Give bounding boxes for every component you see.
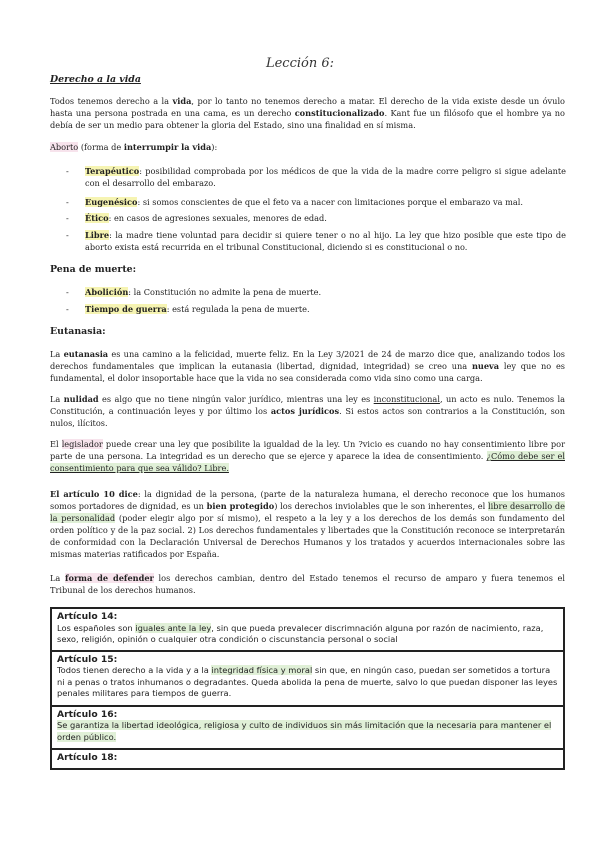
articles-table bbox=[50, 607, 565, 770]
text-run: Eugenésico bbox=[85, 197, 138, 207]
article-body bbox=[57, 720, 551, 742]
text-run: El artículo 10 dice bbox=[50, 489, 138, 499]
text-run: : está regulada la pena de muerte. bbox=[166, 304, 310, 314]
text-run: El bbox=[50, 439, 62, 449]
text-run: nueva bbox=[471, 361, 500, 371]
text-run: : si somos conscientes de que el feto va a nacer con limitaciones porque el embarazo va mal. bbox=[137, 197, 523, 207]
text-run: Ético bbox=[85, 213, 109, 223]
text-run: Todos tenemos derecho a la bbox=[50, 96, 173, 106]
text-run: . Si estos actos son contrarios a la Constitución, son nulos, ilícitos. bbox=[50, 406, 565, 428]
text-run: iguales ante la ley bbox=[135, 622, 212, 633]
article-title: Artículo 15: bbox=[57, 653, 118, 665]
text-run: constitucionalizado bbox=[294, 108, 385, 118]
paragraph-derecho-vida bbox=[50, 95, 565, 131]
section-heading-eutanasia: Eutanasia: bbox=[50, 326, 106, 337]
text-run: es algo que no tiene ningún valor jurídico, mientras una ley es bbox=[98, 394, 374, 404]
paragraph-legislador bbox=[50, 438, 565, 474]
list-item-libre: - Libre: la madre tiene voluntad para decidir si quiere tener o no al hijo. La ley que hizo posible que este tipo de aborto exista está recurrida en el tribunal Constitucional, diciendo si es constitucional o no. bbox=[66, 230, 566, 252]
text-run: : la dignidad de la persona, (parte de la naturaleza humana, el derecho reconoce que los humanos somos portadores de dignidad, es un bbox=[50, 489, 565, 511]
article-row bbox=[51, 651, 564, 706]
list-item-terapeutico: - Terapéutico: posibilidad comprobada por los médicos de que la vida de la madre corre peligro si sigue adelante con el desarrollo del embarazo. bbox=[66, 166, 566, 188]
text-run: : la Constitución no admite la pena de muerte. bbox=[128, 287, 322, 297]
lesson-title: Lección 6: bbox=[265, 56, 335, 71]
paragraph-forma-defender bbox=[50, 572, 565, 596]
paragraph-nulidad bbox=[50, 393, 565, 429]
text-run: eutanasia bbox=[63, 349, 109, 359]
text-run: Se garantiza la libertad ideológica, religiosa y culto de individuos sin más limitación que la necesaria para mantener el orden público. bbox=[57, 720, 552, 742]
text-run: La bbox=[50, 349, 64, 359]
text-run: puede crear una ley que posibilite la igualdad de la ley. Un ?vicio es cuando no hay consentimiento libre por parte de una persona. La integridad es un derecho que se ejerce y aparece la idea de consentimiento. bbox=[50, 439, 565, 461]
text-run: sin que, en ningún caso, puedan ser sometidos a tortura ni a penas o tratos inhumanos o degradantes. Queda abolida la pena de muerte, salvo lo que puedan disponer las leyes penales militares para tiempos de guerra. bbox=[57, 665, 558, 698]
text-run: Los españoles son bbox=[57, 622, 136, 633]
text-run: es una camino a la felicidad, muerte feliz. En la Ley 3/2021 de 24 de marzo dice que, analizando todos los derechos fundamentales que implican la eutanasia (libertad, dignidad, integridad) se creo una bbox=[50, 349, 565, 371]
text-run: actos jurídicos bbox=[270, 406, 340, 416]
article-title: Artículo 16: bbox=[57, 708, 118, 720]
text-run: ): bbox=[211, 142, 218, 152]
text-run: inconstitucional bbox=[373, 394, 440, 404]
text-run: nulidad bbox=[63, 394, 99, 404]
article-row bbox=[51, 749, 564, 769]
text-run: integridad física y moral bbox=[211, 665, 313, 675]
paragraph-articulo-10 bbox=[50, 488, 565, 560]
text-run: (poder elegir algo por sí mismo), el respeto a la ley y a los derechos de los demás son fundamento del orden político y de la paz social. 2) Los derechos fundamentales y libertades que la Constitución reconoce se interpretarán de conformidad con la Declaración Universal de Derechos Humanos y los tratados y acuerdos internacionales sobre las mismas materias ratificados por España. bbox=[50, 513, 565, 559]
text-run: interrumpir la vida bbox=[123, 142, 212, 152]
text-run: , un acto es nulo. Tenemos la Constitución, a continuación leyes y por último los bbox=[50, 394, 565, 416]
text-run: ley que no es fundamental, el dolor insoportable hace que la vida no sea considerada como vida sino como una carga. bbox=[50, 361, 566, 383]
text-run: , por lo tanto no tenemos derecho a matar. El derecho de la vida existe desde un óvulo hasta una persona postrada en una cama, es un derecho bbox=[50, 96, 565, 118]
text-run: ¿Cómo debe ser el consentimiento para que sea válido? Libre. bbox=[50, 451, 565, 473]
text-run: : posibilidad comprobada por los médicos de que la vida de la madre corre peligro si sigue adelante con el desarrollo del embarazo. bbox=[85, 166, 566, 188]
text-run: La bbox=[50, 394, 64, 404]
list-item-eugenesico: - Eugenésico: si somos conscientes de que el feto va a nacer con limitaciones porque el embarazo va mal. bbox=[66, 197, 523, 207]
text-run: Aborto bbox=[50, 142, 79, 152]
article-body bbox=[57, 665, 557, 698]
text-run: Terapéutico bbox=[85, 166, 140, 176]
list-item-etico: - Ético: en casos de agresiones sexuales, menores de edad. bbox=[66, 213, 327, 223]
text-run: los derechos cambian, dentro del Estado tenemos el recurso de amparo y fuera tenemos el Tribunal de los derechos humanos. bbox=[50, 573, 566, 595]
text-run: Abolición bbox=[85, 287, 129, 297]
text-run: : en casos de agresiones sexuales, menores de edad. bbox=[108, 213, 327, 223]
text-run: Libre bbox=[85, 230, 110, 240]
text-run: La bbox=[50, 573, 65, 583]
section-heading-pena-muerte: Pena de muerte: bbox=[50, 264, 137, 275]
text-run: (forma de bbox=[78, 142, 124, 152]
text-run: vida bbox=[172, 96, 192, 106]
section-heading-derecho-vida: Derecho a la vida bbox=[50, 74, 141, 85]
text-run: Todos tienen derecho a la vida y a la bbox=[57, 665, 212, 675]
text-run: forma de defender bbox=[64, 573, 154, 583]
article-row bbox=[51, 706, 564, 749]
article-title: Artículo 14: bbox=[57, 611, 118, 622]
text-run: bien protegido bbox=[206, 501, 275, 511]
list-item-tiempo-guerra: - Tiempo de guerra: está regulada la pena de muerte. bbox=[66, 304, 310, 314]
text-run: . Kant fue un filósofo que el hombre ya no debía de ser un medio para obtener la gloria del Estado, sino una finalidad en sí misma. bbox=[50, 108, 565, 130]
text-run: : la madre tiene voluntad para decidir si quiere tener o no al hijo. La ley que hizo posible que este tipo de aborto exista está recurrida en el tribunal Constitucional, diciendo si es constitucional o no. bbox=[85, 230, 566, 252]
text-run: libre desarrollo de la personalidad bbox=[50, 501, 566, 523]
text-run: legislador bbox=[61, 439, 103, 449]
article-body bbox=[57, 623, 543, 645]
list-item-abolicion: - Abolición: la Constitución no admite la pena de muerte. bbox=[66, 287, 322, 297]
text-run: , sin que pueda prevalecer discrimnación alguna por razón de nacimiento, raza, sexo, religión, opinión o cualquier otra condición o ciscunstancia personal o social bbox=[57, 622, 544, 644]
text-run: Tiempo de guerra bbox=[85, 304, 167, 314]
aborto-intro bbox=[50, 141, 565, 153]
paragraph-eutanasia bbox=[50, 348, 565, 384]
article-row bbox=[51, 608, 564, 651]
text-run: ) los derechos inviolables que le son inherentes, el bbox=[274, 501, 489, 511]
article-title: Artículo 18: bbox=[57, 751, 118, 763]
